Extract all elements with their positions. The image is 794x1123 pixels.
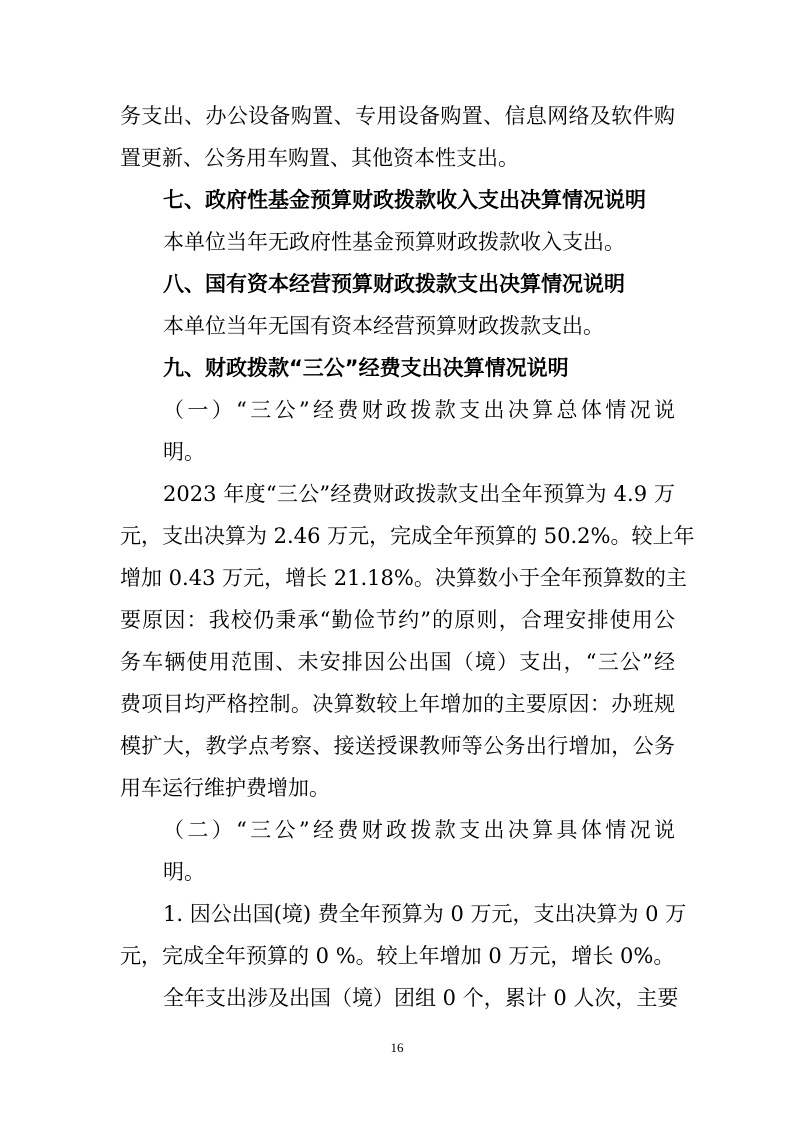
subsection-2-heading-cont xyxy=(0,851,794,893)
item-1-text-line-1: 1. 因公出国(境) 费全年预算为 0 万元，支出决算为 0 万 xyxy=(163,902,687,926)
subsection-2-heading-line: 明。 xyxy=(163,860,205,884)
summary-line-2: 元，支出决算为 2.46 万元，完成全年预算的 50.2%。较上年 xyxy=(120,524,695,548)
subsection-1-heading-line: （一）“三公”经费财政拨款支出决算总体情况说 xyxy=(163,398,675,422)
subsection-1-heading-cont xyxy=(0,431,794,473)
subsection-1-heading xyxy=(0,389,794,431)
summary-line-3: 增加 0.43 万元，增长 21.18%。决算数小于全年预算数的主 xyxy=(120,566,687,590)
section-9-heading-text: 九、财政拨款“三公”经费支出决算情况说明 xyxy=(163,356,569,380)
subsection-2-heading xyxy=(0,809,794,851)
section-8-heading-text: 八、国有资本经营预算财政拨款支出决算情况说明 xyxy=(163,272,625,296)
summary-line-8: 用车运行维护费增加。 xyxy=(120,776,330,800)
section-7-heading xyxy=(0,179,794,221)
section-8-body-text: 本单位当年无国有资本经营预算财政拨款支出。 xyxy=(163,314,604,338)
item-1-line xyxy=(0,977,794,1019)
section-8-body xyxy=(0,305,794,347)
summary-paragraph-line xyxy=(0,557,794,599)
section-7-body-text: 本单位当年无政府性基金预算财政拨款收入支出。 xyxy=(163,230,625,254)
summary-line-6: 费项目均严格控制。决算数较上年增加的主要原因：办班规 xyxy=(120,692,675,716)
text-line xyxy=(0,137,794,179)
summary-paragraph-line xyxy=(0,683,794,725)
text-line xyxy=(0,95,794,137)
item-1-line xyxy=(0,893,794,935)
subsection-2-heading-line: （二）“三公”经费财政拨款支出决算具体情况说 xyxy=(163,818,675,842)
section-9-heading xyxy=(0,347,794,389)
summary-paragraph-line xyxy=(0,515,794,557)
paragraph-continuation-line: 务支出、办公设备购置、专用设备购置、信息网络及软件购 xyxy=(120,104,675,128)
page-number: 16 xyxy=(390,1040,404,1055)
summary-paragraph-line xyxy=(0,725,794,767)
summary-paragraph-line xyxy=(0,599,794,641)
section-8-heading xyxy=(0,263,794,305)
item-1-text-line-2: 元，完成全年预算的 0 %。较上年增加 0 万元，增长 0%。 xyxy=(120,944,675,968)
section-7-heading-text: 七、政府性基金预算财政拨款收入支出决算情况说明 xyxy=(163,188,646,212)
subsection-1-heading-line: 明。 xyxy=(163,440,205,464)
summary-line-1: 2023 年度“三公”经费财政拨款支出全年预算为 4.9 万 xyxy=(163,482,675,506)
summary-paragraph-line xyxy=(0,641,794,683)
summary-paragraph-line xyxy=(0,767,794,809)
summary-line-5: 务车辆使用范围、未安排因公出国（境）支出，“三公”经 xyxy=(120,650,675,674)
paragraph-continuation-line: 置更新、公务用车购置、其他资本性支出。 xyxy=(120,146,519,170)
section-7-body xyxy=(0,221,794,263)
item-1-line xyxy=(0,935,794,977)
item-1-text-line-3: 全年支出涉及出国（境）团组 0 个，累计 0 人次，主要 xyxy=(163,986,679,1010)
summary-paragraph-line xyxy=(0,473,794,515)
summary-line-4: 要原因：我校仍秉承“勤俭节约”的原则，合理安排使用公 xyxy=(120,608,675,632)
summary-line-7: 模扩大，教学点考察、接送授课教师等公务出行增加，公务 xyxy=(120,734,675,758)
